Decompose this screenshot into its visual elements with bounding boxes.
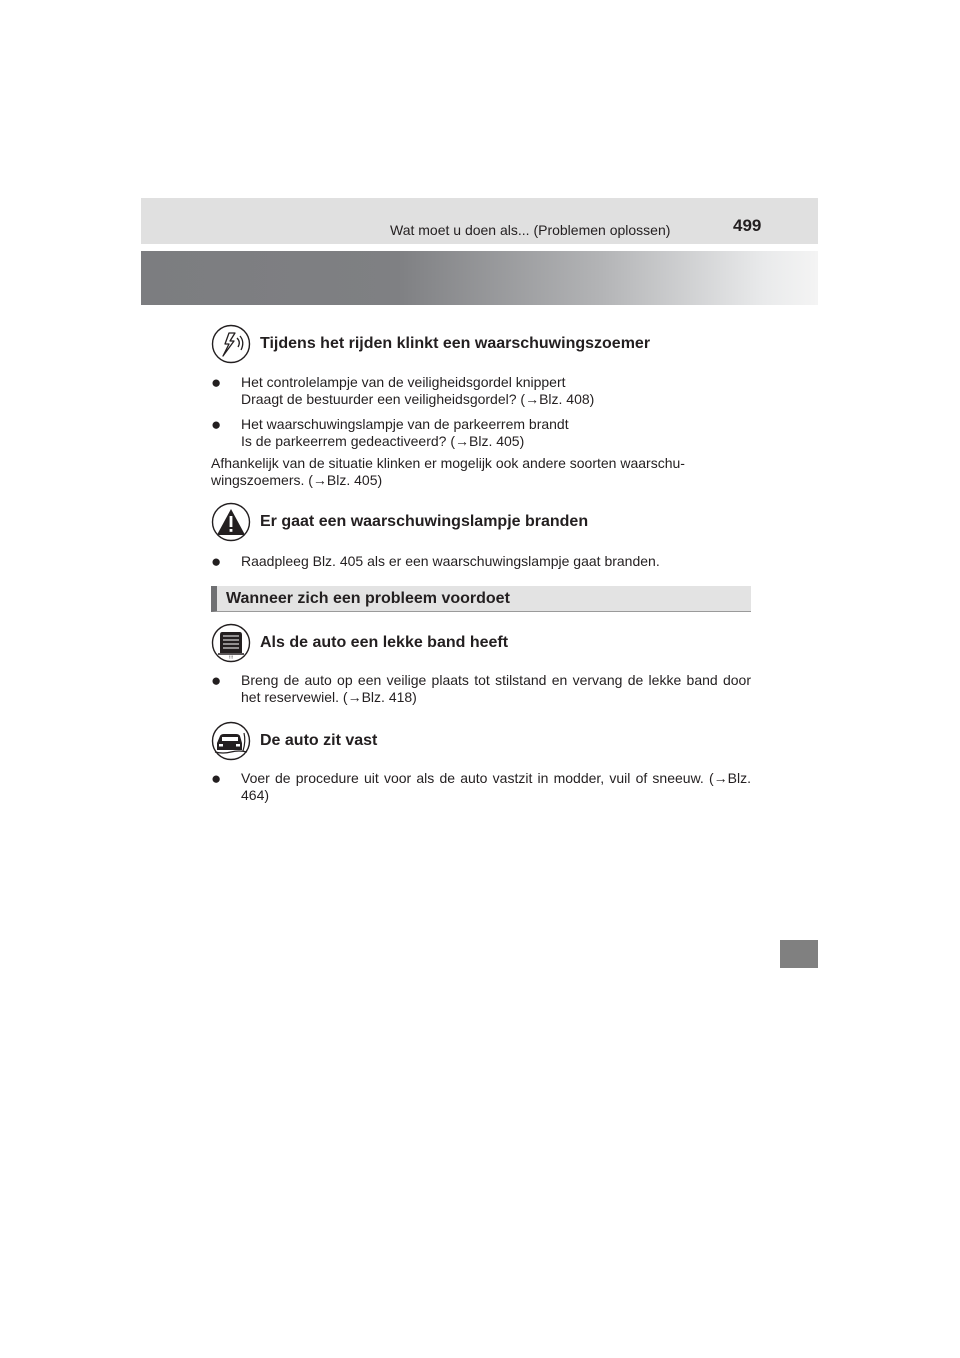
bullet-text: Breng de auto op een veilige plaats tot stilstand en vervang de lekke band door het reservewiel. (→Blz. 418): [241, 672, 751, 705]
chapter-band: [141, 251, 818, 305]
bullet-text: Het waarschuwingslampje van de parkeerrem brandt: [241, 416, 569, 432]
subhead-buzzer: [211, 323, 751, 365]
bullet-text: Draagt de bestuurder een veiligheidsgordel? (→Blz. 408): [241, 391, 595, 407]
subhead-flat-tire: [211, 622, 751, 664]
running-header-title: Wat moet u doen als... (Problemen oplossen): [390, 222, 671, 238]
bullet-icon: ●: [211, 769, 222, 788]
note-text: Afhankelijk van de situatie klinken er mogelijk ook andere soorten waarschu-: [211, 455, 685, 471]
bullet-icon: ●: [211, 373, 222, 392]
section-header-problem: [211, 586, 751, 612]
note-text: wingszoemers. (→Blz. 405): [211, 472, 383, 488]
bullet-icon: ●: [211, 552, 222, 571]
subhead-warning-light: [211, 501, 751, 543]
sound-waves-icon: [211, 324, 251, 364]
stuck-car-icon: [211, 721, 251, 761]
bullet-icon: ●: [211, 415, 222, 434]
warning-triangle-icon: [211, 502, 251, 542]
section-header-title: Wanneer zich een probleem voordoet: [226, 590, 510, 607]
list-item: [211, 374, 751, 408]
page-content: [211, 323, 751, 804]
list-item: [211, 672, 751, 706]
subhead-stuck: [211, 720, 751, 762]
svg-text:!!!: !!!: [228, 655, 234, 660]
note-paragraph: [211, 455, 751, 489]
bullet-text: Is de parkeerrem gedeactiveerd? (→Blz. 405): [241, 433, 525, 449]
bullet-text: Het controlelampje van de veiligheidsgordel knippert: [241, 374, 566, 390]
list-item: [211, 770, 751, 804]
subhead-flat-tire-title: Als de auto een lekke band heeft: [260, 634, 509, 651]
bullet-icon: ●: [211, 671, 222, 690]
bullet-text: Raadpleeg Blz. 405 als er een waarschuwingslampje gaat branden.: [241, 553, 660, 569]
list-item: [211, 553, 751, 570]
bullet-text: Voer de procedure uit voor als de auto vastzit in modder, vuil of sneeuw. (→Blz. 464): [241, 770, 751, 803]
subhead-buzzer-title: Tijdens het rijden klinkt een waarschuwingszoemer: [260, 335, 651, 352]
page-number: 499: [733, 216, 762, 235]
subhead-stuck-title: De auto zit vast: [260, 732, 378, 749]
flat-tire-icon: [211, 623, 251, 663]
list-item: [211, 416, 751, 450]
thumb-index-tab: [780, 940, 818, 968]
subhead-warning-light-title: Er gaat een waarschuwingslampje branden: [260, 513, 589, 530]
